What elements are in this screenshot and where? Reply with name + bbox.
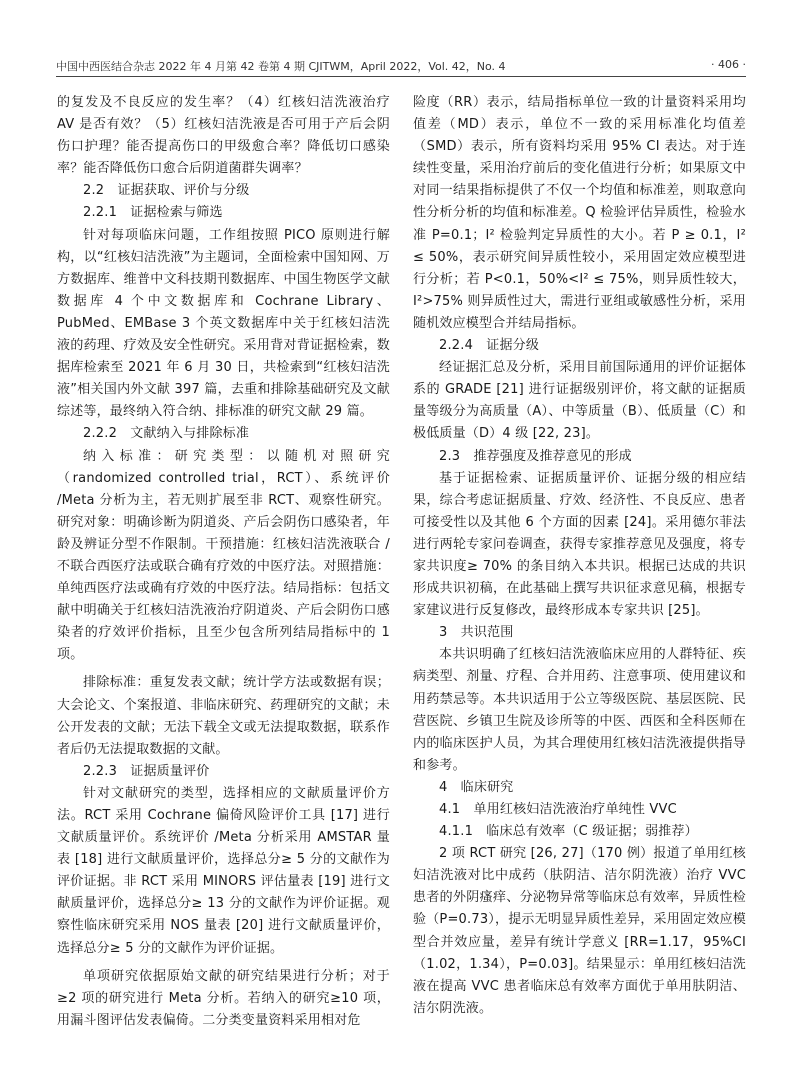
section-heading: 4.1.1 临床总有效率（C 级证据；弱推荐） (439, 824, 698, 840)
section-heading: 2.2.4 证据分级 (439, 338, 540, 354)
paragraph: 经证据汇总及分析，采用目前国际通用的评价证据体系的 GRADE [21] 进行证据级别评价，将文献的证据质量等级分为高质量（A）、中等质量（B）、低质量（C）和极低质量（D）4 级 [22, 23]。 (413, 360, 746, 442)
paragraph: 基于证据检索、证据质量评价、证据分级的相应结果，综合考虑证据质量、疗效、经济性、不良反应、患者可接受性以及其他 6 个方面的因素 [24]。采用德尔菲法进行两轮专家问卷调查，获得专家推荐意见及强度，将专家共识度≥ 70% 的条目纳入本共识。根据已达成的共识形成共识初稿，在此基础上撰写共识征求意见稿，根据专家建议进行反复修改，最终形成本专家共识 [25]。 (413, 470, 746, 619)
paragraph: 险度（RR）表示，结局指标单位一致的计量资料采用均值差（MD）表示，单位不一致的采用标准化均值差（SMD）表示，所有资料均采用 95% CI 表达。对于连续性变量，采用治疗前后的变化值进行分析；如果原文中对同一结果指标提供了不仅一个均值和标准差，则取意向性分析分析的均值和标准差。Q 检验评估异质性，检验水准 P=0.1；I² 检验判定异质性的大小。若 P ≥ 0.1，I² ≤ 50%，表示研究间异质性较小，采用固定效应模型进行分析；若 P<0.1，50%<I² ≤ 75%，则异质性较大，I²>75% 则异质性过大，需进行亚组或敏感性分析，采用随机效应模型合并结局指标。 (413, 95, 746, 331)
section-heading: 4.1 单用红核妇洁洗液治疗单纯性 VVC (439, 802, 677, 817)
left-text-column (57, 92, 390, 1032)
journal-citation: 中国中西医结合杂志 2022 年 4 月第 42 卷第 4 期 CJITWM，April 2022，Vol. 42，No. 4 (56, 60, 506, 73)
paragraph: 的复发及不良反应的发生率？（4）红核妇洁洗液治疗 AV 是否有效？（5）红核妇洁洗液是否可用于产后会阴伤口护理？能否提高伤口的甲级愈合率？降低切口感染率？能否降低伤口愈合后阴道菌群失调率？ (57, 95, 390, 177)
paragraph: 纳入标准：研究类型：以随机对照研究（randomized controlled trial，RCT）、系统评价 /Meta 分析为主，若无则扩展至非 RCT、观察性研究。研究对象：明确诊断为阴道炎、产后会阴伤口感染者，年龄及辨证分型不作限制。干预措施：红核妇洁洗液联合 / 不联合西医疗法或联合确有疗效的中医疗法。对照措施：单纯西医疗法或确有疗效的中医疗法。结局指标：包括文献中明确关于红核妇洁洗液治疗阴道炎、产后会阴伤口感染者的疗效评价指标，且至少包含所列结局指标中的 1 项。 (57, 448, 390, 663)
section-heading: 2.2.3 证据质量评价 (83, 763, 210, 779)
paragraph: 排除标准：重复发表文献；统计学方法或数据有误；大会论文、个案报道、非临床研究、药理研究的文献；未公开发表的文献；无法下载全文或无法提取数据，联系作者后仍无法提取数据的文献。 (57, 675, 390, 757)
paragraph: 2 项 RCT 研究 [26, 27]（170 例）报道了单用红核妇洁洗液对比中成药（肤阴洁、洁尔阴洗液）治疗 VVC 患者的外阴瘙痒、分泌物异常等临床总有效率，异质性检验（P=0.73），提示无明显异质性差异，采用固定效应模型合并效应量，差异有统计学意义 [RR=1.17，95%CI（1.02，1.34），P=0.03]。结果显示：单用红核妇洁洗液在提高 VVC 患者临床总有效率方面优于单用肤阴洁、洁尔阴洗液。 (413, 846, 746, 1016)
page-number: · 406 · (711, 58, 746, 71)
paragraph: 本共识明确了红核妇洁洗液临床应用的人群特征、疾病类型、剂量、疗程、合并用药、注意事项、使用建议和用药禁忌等。本共识适用于公立等级医院、基层医院、民营医院、乡镇卫生院及诊所等的中医、西医和全科医师在内的临床医护人员，为其合理使用红核妇洁洗液提供指导和参考。 (413, 647, 746, 773)
paragraph: 单项研究依据原始文献的研究结果进行分析；对于≥2 项的研究进行 Meta 分析。若纳入的研究≥10 项，用漏斗图评估发表偏倚。二分类变量资料采用相对危 (57, 968, 390, 1028)
paragraph: 针对每项临床问题，工作组按照 PICO 原则进行解构，以“红核妇洁洗液”为主题词，全面检索中国知网、万方数据库、维普中文科技期刊数据库、中国生物医学文献数据库 4 个中文数据库和 Cochrane Library、PubMed、EMBase 3 个英文数据库中关于红核妇洁洗液的药理、疗效及安全性研究。采用背对背证据检索，数据库检索至 2021 年 6 月 30 日，共检索到“红核妇洁洗液”相关国内外文献 397 篇，去重和排除基础研究及文献综述等，最终纳入符合纳、排标准的研究文献 29 篇。 (57, 227, 390, 420)
section-heading: 2.3 推荐强度及推荐意见的形成 (439, 448, 632, 464)
section-heading: 3 共识范围 (439, 625, 514, 641)
right-text-column (413, 92, 746, 1020)
section-heading: 2.2.1 证据检索与筛选 (83, 205, 223, 221)
section-heading: 2.2.2 文献纳入与排除标准 (83, 426, 250, 442)
section-heading: 2.2 证据获取、评价与分级 (83, 183, 250, 199)
running-header (56, 54, 746, 77)
paragraph: 针对文献研究的类型，选择相应的文献质量评价方法。RCT 采用 Cochrane 偏倚风险评价工具 [17] 进行文献质量评价。系统评价 /Meta 分析采用 AMSTAR 量表 [18] 进行文献质量评价，选择总分≥ 5 分的文献作为评价证据。非 RCT 采用 MINORS 评估量表 [19] 进行文献质量评价，选择总分≥ 13 分的文献作为评价证据。观察性临床研究采用 NOS 量表 [20] 进行文献质量评价，选择总分≥ 5 分的文献作为评价证据。 (57, 785, 390, 956)
section-heading: 4 临床研究 (439, 779, 514, 795)
